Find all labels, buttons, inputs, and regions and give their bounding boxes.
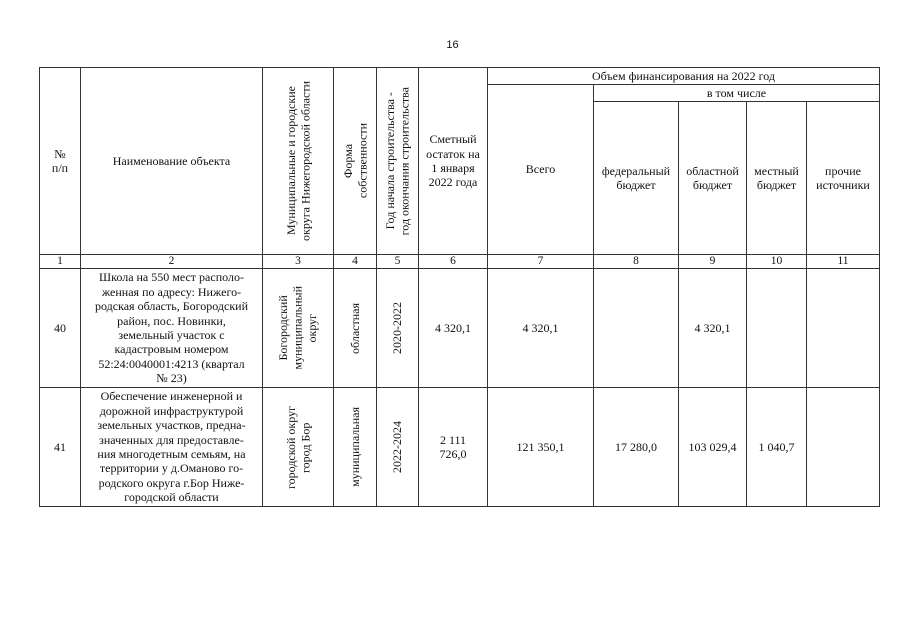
table-row [40,388,880,507]
row-name [81,269,263,388]
row-estimate-line: 726,0 [439,447,467,461]
row-municipality [263,269,334,388]
row-name-line: Школа на 550 мест располо- [99,270,244,285]
row-other [807,388,880,507]
row-estimate [419,269,488,388]
row-name-line: земельный участок с [118,328,225,342]
header-ownership-line: собственности [355,123,369,199]
column-number: 11 [807,255,880,269]
row-federal: 17 280,0 [594,388,679,507]
column-number: 1 [40,255,81,269]
row-federal [594,269,679,388]
row-municipality-line: город Бор [298,421,312,473]
row-ownership [334,388,377,507]
row-total: 121 350,1 [488,388,594,507]
header-other-line: источники [816,178,870,192]
header-ownership-line: Форма [340,143,355,179]
header-municipality-line: округа Нижегородской области [298,81,312,241]
row-name-line: городской области [124,490,219,505]
header-num-line: п/п [51,161,69,175]
header-regional-line: бюджет [692,178,733,192]
header-num-line: № [54,146,66,161]
header-years-line: год окончания строительства [397,86,412,236]
header-estimate-line: 1 января [431,161,475,175]
row-estimate-line: 4 320,1 [435,320,471,335]
row-name-line: земельных участков, предна- [97,418,246,433]
header-federal [594,102,679,255]
column-number: 9 [679,255,747,269]
column-number: 3 [263,255,334,269]
row-estimate-line: 2 111 [439,432,467,447]
row-total: 4 320,1 [488,269,594,388]
row-years [377,269,419,388]
row-name-line: ния многодетным семьям, на [97,447,246,461]
row-num: 40 [40,269,81,388]
header-municipality-line: Муниципальные и городские [283,86,298,236]
row-name-line: кадастровым номером [114,342,229,357]
row-name-line: женная по адресу: Нижего- [101,284,242,299]
row-regional: 103 029,4 [679,388,747,507]
page-number: 16 [446,39,459,51]
financing-table [39,67,880,507]
column-number: 4 [334,255,377,269]
row-name-line: Обеспечение инженерной и [100,389,243,404]
header-total: Всего [488,85,594,255]
header-other-line: прочие [825,163,861,178]
row-municipality-line: Богородский [276,295,291,361]
header-name: Наименование объекта [81,68,263,255]
row-ownership [334,269,377,388]
header-estimate [419,68,488,255]
column-number: 8 [594,255,679,269]
row-name-line: родского округа г.Бор Ниже- [98,475,245,490]
row-name [81,388,263,507]
row-years [377,388,419,507]
header-years [377,68,419,255]
row-estimate [419,388,488,507]
row-years-text: 2020-2022 [390,302,405,354]
row-municipality-line: городской округ [283,405,298,489]
row-municipality [263,388,334,507]
header-local-line: местный [754,163,799,178]
column-number: 6 [419,255,488,269]
column-number: 10 [747,255,807,269]
row-name-line: родская область, Богородский [94,299,249,314]
header-estimate-line: 2022 года [428,175,478,190]
row-num: 41 [40,388,81,507]
header-municipality [263,68,334,255]
row-ownership-text: областная [347,302,362,354]
column-number: 5 [377,255,419,269]
column-number: 7 [488,255,594,269]
header-num [40,68,81,255]
header-regional-line: областной [686,163,739,178]
header-estimate-line: Сметный [429,132,477,147]
row-municipality-line: округ [305,313,320,343]
table-row [40,269,880,388]
row-other [807,269,880,388]
row-name-line: 52:24:0040001:4213 (квартал [98,356,245,371]
row-ownership-text: муниципальная [347,407,362,487]
header-ownership [334,68,377,255]
header-federal-line: бюджет [616,178,656,192]
header-local-line: бюджет [756,178,797,192]
column-number: 2 [81,255,263,269]
header-including: в том числе [594,85,880,102]
row-local [747,269,807,388]
row-years-text: 2022-2024 [390,421,405,473]
row-name-line: № 23) [156,371,187,386]
header-funding-group: Объем финансирования на 2022 год [488,68,880,85]
header-local [747,102,807,255]
row-municipality-line: муниципальный [290,286,305,370]
row-name-line: территории у д.Оманово го- [99,461,244,476]
header-other [807,102,880,255]
header-years-line: Год начала строительства - [383,92,398,230]
row-name-line: район, пос. Новинки, [117,313,226,328]
row-name-line: значенных для предоставле- [99,432,244,447]
header-regional [679,102,747,255]
row-name-line: дорожной инфраструктурой [99,403,244,418]
header-federal-line: федеральный [601,163,671,178]
row-local: 1 040,7 [747,388,807,507]
row-regional: 4 320,1 [679,269,747,388]
header-estimate-line: остаток на [426,146,480,161]
